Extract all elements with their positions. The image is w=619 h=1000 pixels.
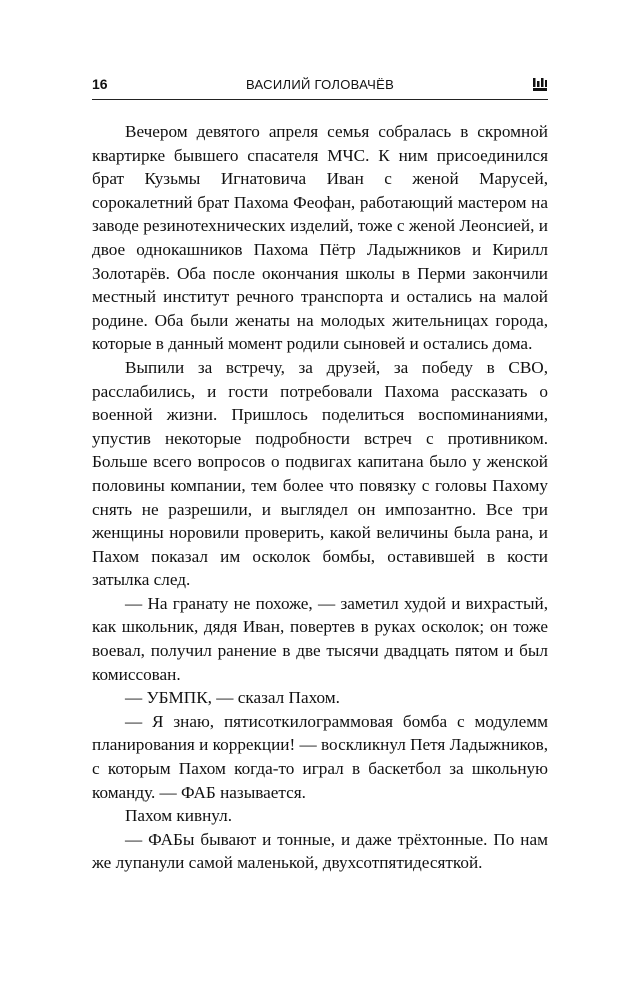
body-text [92, 120, 548, 875]
paragraph: — На гранату не похоже, — заметил худой и вихрастый, как школьник, дядя Иван, повертев в руках осколок; он тоже воевал, получил ранение в две тысячи двадцать пятом и был комиссован. [92, 593, 548, 684]
paragraph: Вечером девятого апреля семья собралась в скромной квартирке бывшего спасателя МЧС. К ним присоединился брат Кузьмы Игнатовича Иван с женой Марусей, сорокалетний брат Пахома Феофан, работающий мастером на заводе резинотехнических изделий, тоже с женой Леонсией, и двое однокашников Пахома Пётр Ладыжников и Кирилл Золотарёв. Оба после окончания школы в Перми закончили местный институт речного транспорта и остались на малой родине. Оба были женаты на молодых жительницах города, которые в данный момент родили сыновей и остались дома. [92, 122, 548, 354]
running-head: ВАСИЛИЙ ГОЛОВАЧЁВ [245, 77, 395, 92]
paragraph: — Я знаю, пятисоткилограммовая бомба с модулемм планирования и коррекции! — воскликнул Петя Ладыжников, с которым Пахом когда-то играл в баскетбол за школьную команду. — ФАБ называется. [92, 711, 548, 802]
page-header [92, 76, 548, 96]
publisher-logo-icon [532, 76, 548, 92]
page-number: 16 [92, 76, 108, 92]
paragraph: — ФАБы бывают и тонные, и даже трёхтонные. По нам же лупанули самой маленькой, двухсотпятидесяткой. [92, 829, 548, 873]
paragraph: — УБМПК, — сказал Пахом. [125, 688, 340, 708]
paragraph: Пахом кивнул. [125, 806, 232, 826]
paragraph: Выпили за встречу, за друзей, за победу в СВО, расслабились, и гости потребовали Пахома рассказать о военной жизни. Пришлось поделиться воспоминаниями, упустив некоторые подробности встреч с противником. Больше всего вопросов о подвигах капитана было у женской половины компании, тем более что повязку с головы Пахому снять не разрешили, и выглядел он импозантно. Все три женщины норовили проверить, какой величины была рана, и Пахом показал им осколок бомбы, оставившей в кости затылка след. [92, 357, 548, 590]
header-rule [92, 99, 548, 100]
